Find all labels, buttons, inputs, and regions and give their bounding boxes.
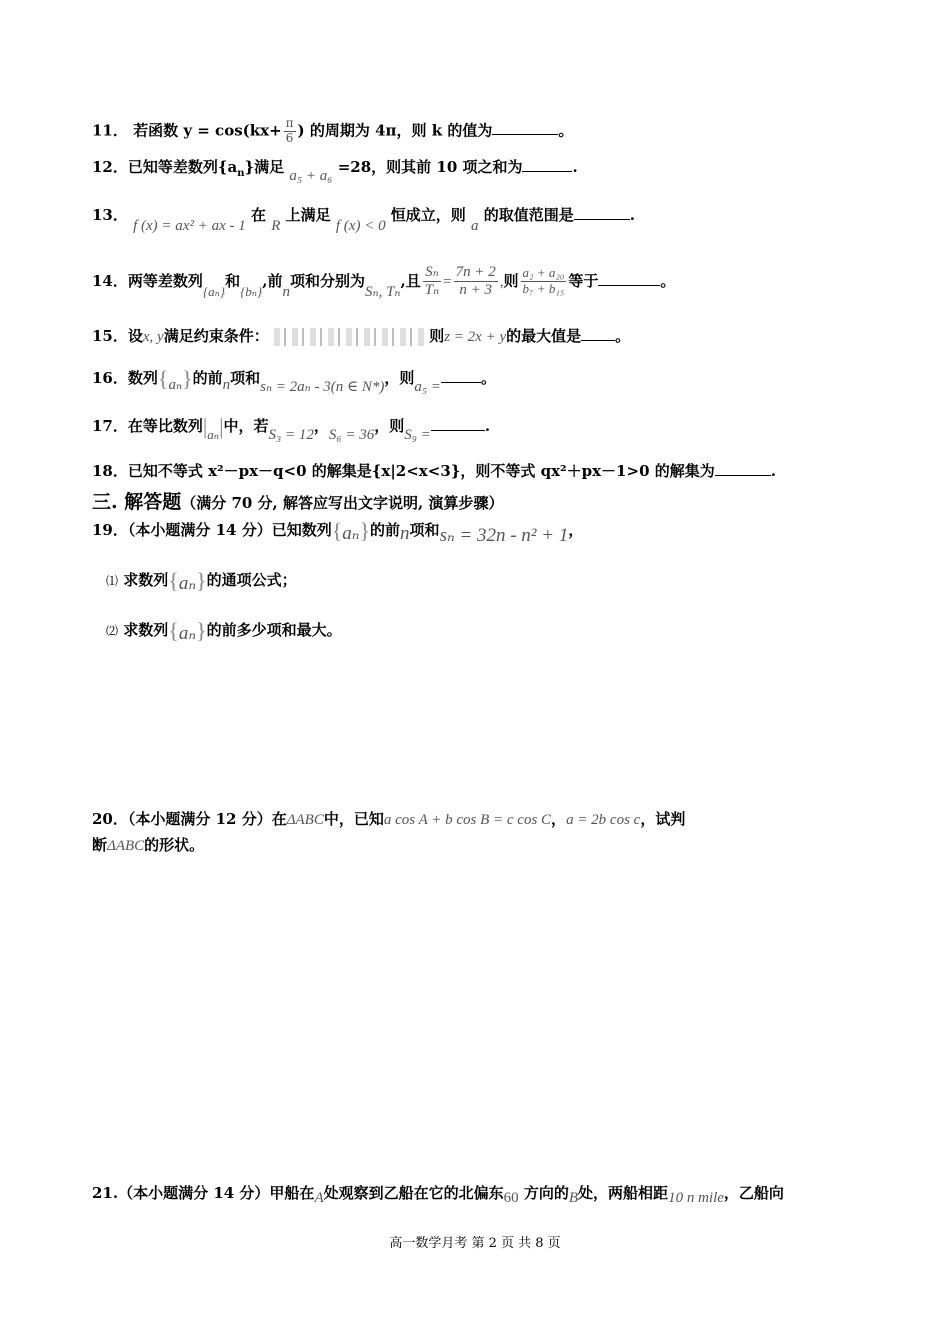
- section-heading: 三. 解答题（满分 70 分, 解答应写出文字说明, 演算步骤）: [92, 491, 504, 513]
- answer-blank: [598, 284, 660, 286]
- answer-blank: [581, 339, 615, 341]
- question-number: 20．: [92, 810, 128, 828]
- answer-blank: [431, 429, 485, 431]
- question-20-cont: 断ΔABC的形状。: [92, 836, 205, 854]
- question-text: ) 的周期为 4π，则 k 的值为: [297, 121, 493, 140]
- question-number: 21.: [92, 1184, 119, 1202]
- constraint-image-blurred: [274, 328, 424, 346]
- question-16: 16．数列{aₙ}的前n项和sₙ = 2aₙ - 3(n ∈ N*)，则a₅ = 。: [92, 366, 496, 395]
- math-expression: a cos A + b cos B = c cos C: [383, 812, 552, 828]
- question-text: 若函数 y = cos(kx+: [133, 121, 282, 140]
- question-12: 12．已知等差数列$\{a_n\}$满足 a₅ + a₆ =28，则其前 10 项之和为 .: [92, 158, 578, 184]
- math-expression: sₙ = 2aₙ - 3(n ∈ N*): [260, 379, 385, 395]
- answer-blank: [574, 218, 630, 220]
- math-expression: sₙ = 32n - n² + 1: [439, 525, 569, 546]
- answer-blank: [492, 133, 558, 135]
- question-15: 15．设x, y满足约束条件： 则z = 2x + y的最大值是 。: [92, 327, 631, 345]
- question-number: 18．: [92, 462, 128, 480]
- page-footer: 高一数学月考 第 2 页 共 8 页: [389, 1236, 561, 1251]
- fraction-pi-over-6: $\frac{\pi}{6}$: [285, 116, 294, 145]
- math-expression: a₅ + a₆: [289, 168, 333, 184]
- question-number: 17．: [92, 417, 128, 435]
- question-number: 13．: [92, 206, 128, 224]
- question-17: 17．在等比数列|aₙ|中，若S₃ = 12，S₆ = 36，则S₉ = .: [92, 414, 491, 443]
- question-19: 19．（本小题满分 14 分）已知数列{aₙ}的前n项和sₙ = 32n - n² + 1，: [92, 518, 584, 546]
- question-number: 19．: [92, 521, 128, 539]
- question-number: 14．: [92, 271, 128, 290]
- question-19-part-1: ⑴ 求数列{aₙ}的通项公式；: [106, 568, 297, 594]
- math-expression: f (x) = ax² + ax - 1: [133, 218, 246, 234]
- question-18: 18．已知不等式 x²－px－q<0 的解集是{x|2<x<3}，则不等式 qx²＋px－1>0 的解集为 .: [92, 462, 776, 480]
- fraction-sn-tn: $\frac{\text{Sₙ}}{\text{Tₙ}}$: [424, 264, 440, 299]
- fraction-a-over-b: $\frac{\text{a₂ + a₂₀}}{\text{b₇ + b₁₅}}$: [522, 265, 565, 297]
- question-19-part-2: ⑵ 求数列{aₙ}的前多少项和最大。: [106, 618, 342, 644]
- question-number: 11．: [92, 121, 128, 140]
- math-expression: f (x) < 0: [335, 218, 386, 234]
- question-number: 12．: [92, 158, 128, 176]
- question-number: 16．: [92, 369, 128, 387]
- question-13: 13． f (x) = ax² + ax - 1 在 R 上满足 f (x) < 0 恒成立，则 a 的取值范围是 .: [92, 206, 636, 234]
- question-14: 14．两等差数列{aₙ}和{bₙ},前n项和分别为Sₙ, Tₙ,且 $\frac{\text{Sₙ}}{\text{Tₙ}}$ = $\frac{7n + 2}{n + 3}$ ,则 $\frac{\text{a₂ + a₂₀}}{\text{b₇ + b₁₅}}$ 等于 。: [92, 264, 676, 300]
- question-11: 11． 若函数 y = cos(kx+ $\frac{\pi}{6}$ ) 的周期为 4π，则 k 的值为 。: [92, 116, 574, 145]
- answer-blank: [441, 381, 481, 383]
- fraction-7n: $\frac{7n + 2}{n + 3}$: [455, 264, 496, 299]
- answer-blank: [715, 474, 771, 476]
- math-expression: a = 2b cos c: [566, 812, 641, 828]
- question-number: 15．: [92, 327, 128, 345]
- question-20: 20．（本小题满分 12 分）在ΔABC中，已知a cos A + b cos B = c cos C，a = 2b cos c，试判: [92, 810, 686, 828]
- question-21: 21.（本小题满分 14 分）甲船在A处观察到乙船在它的北偏东60 方向的B处，两船相距10 n mile，乙船向: [92, 1184, 784, 1206]
- answer-blank: [522, 170, 572, 172]
